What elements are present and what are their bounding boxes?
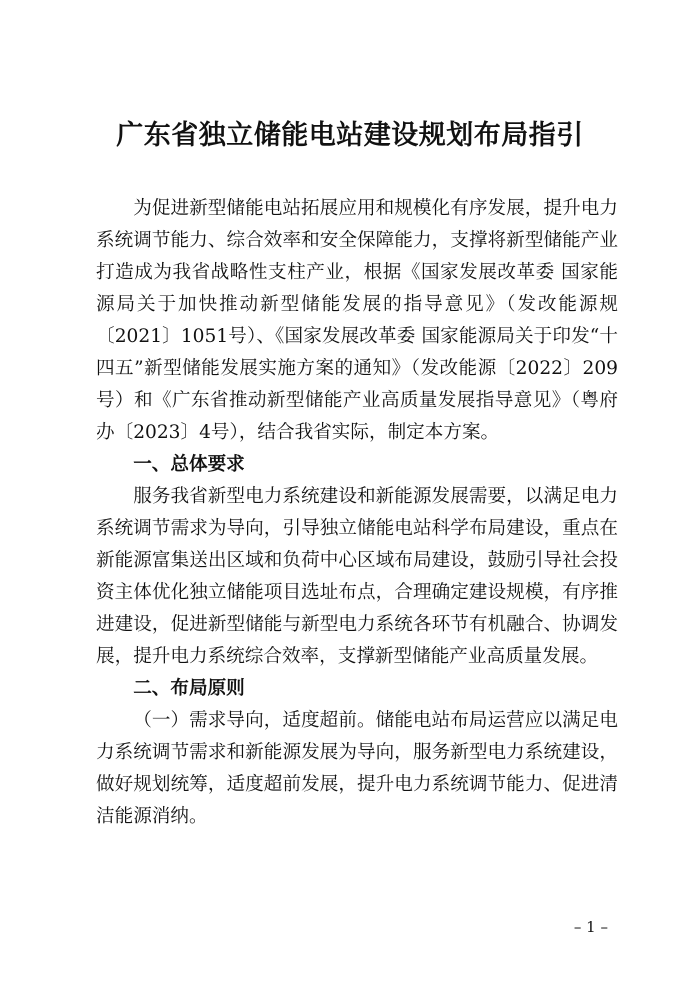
section-heading-layout-principles: 二、布局原则: [133, 678, 245, 699]
document-body: [96, 193, 618, 833]
general-requirements-paragraph: 服务我省新型电力系统建设和新能源发展需要，以满足电力系统调节需求为导向，引导独立储能电站科学布局建设，重点在新能源富集送出区域和负荷中心区域布局建设，鼓励引导社会投资主体优化独立储能项目选址布点，合理确定建设规模，有序推进建设，促进新型储能与新型电力系统各环节有机融合、协调发展，提升电力系统综合效率，支撑新型储能产业高质量发展。: [96, 486, 618, 667]
document-title: 广东省独立储能电站建设规划布局指引: [116, 120, 584, 151]
page-number: – 1 –: [573, 918, 608, 936]
intro-paragraph: 为促进新型储能电站拓展应用和规模化有序发展，提升电力系统调节能力、综合效率和安全保障能力，支撑将新型储能产业打造成为我省战略性支柱产业，根据《国家发展改革委 国家能源局关于加快推动新型储能发展的指导意见》（发改能源规〔2021〕1051号）、《国家发展改革委 国家能源局关于印发“十四五”新型储能发展实施方案的通知》（发改能源〔2022〕209号）和《广东省推动新型储能产业高质量发展指导意见》（粤府办〔2023〕4号），结合我省实际，制定本方案。: [96, 198, 618, 443]
section-heading-general-requirements: 一、总体要求: [133, 454, 245, 475]
principle-item-1: （一）需求导向，适度超前。储能电站布局运营应以满足电力系统调节需求和新能源发展为导向，服务新型电力系统建设，做好规划统筹，适度超前发展，提升电力系统调节能力、促进清洁能源消纳。: [96, 710, 618, 827]
